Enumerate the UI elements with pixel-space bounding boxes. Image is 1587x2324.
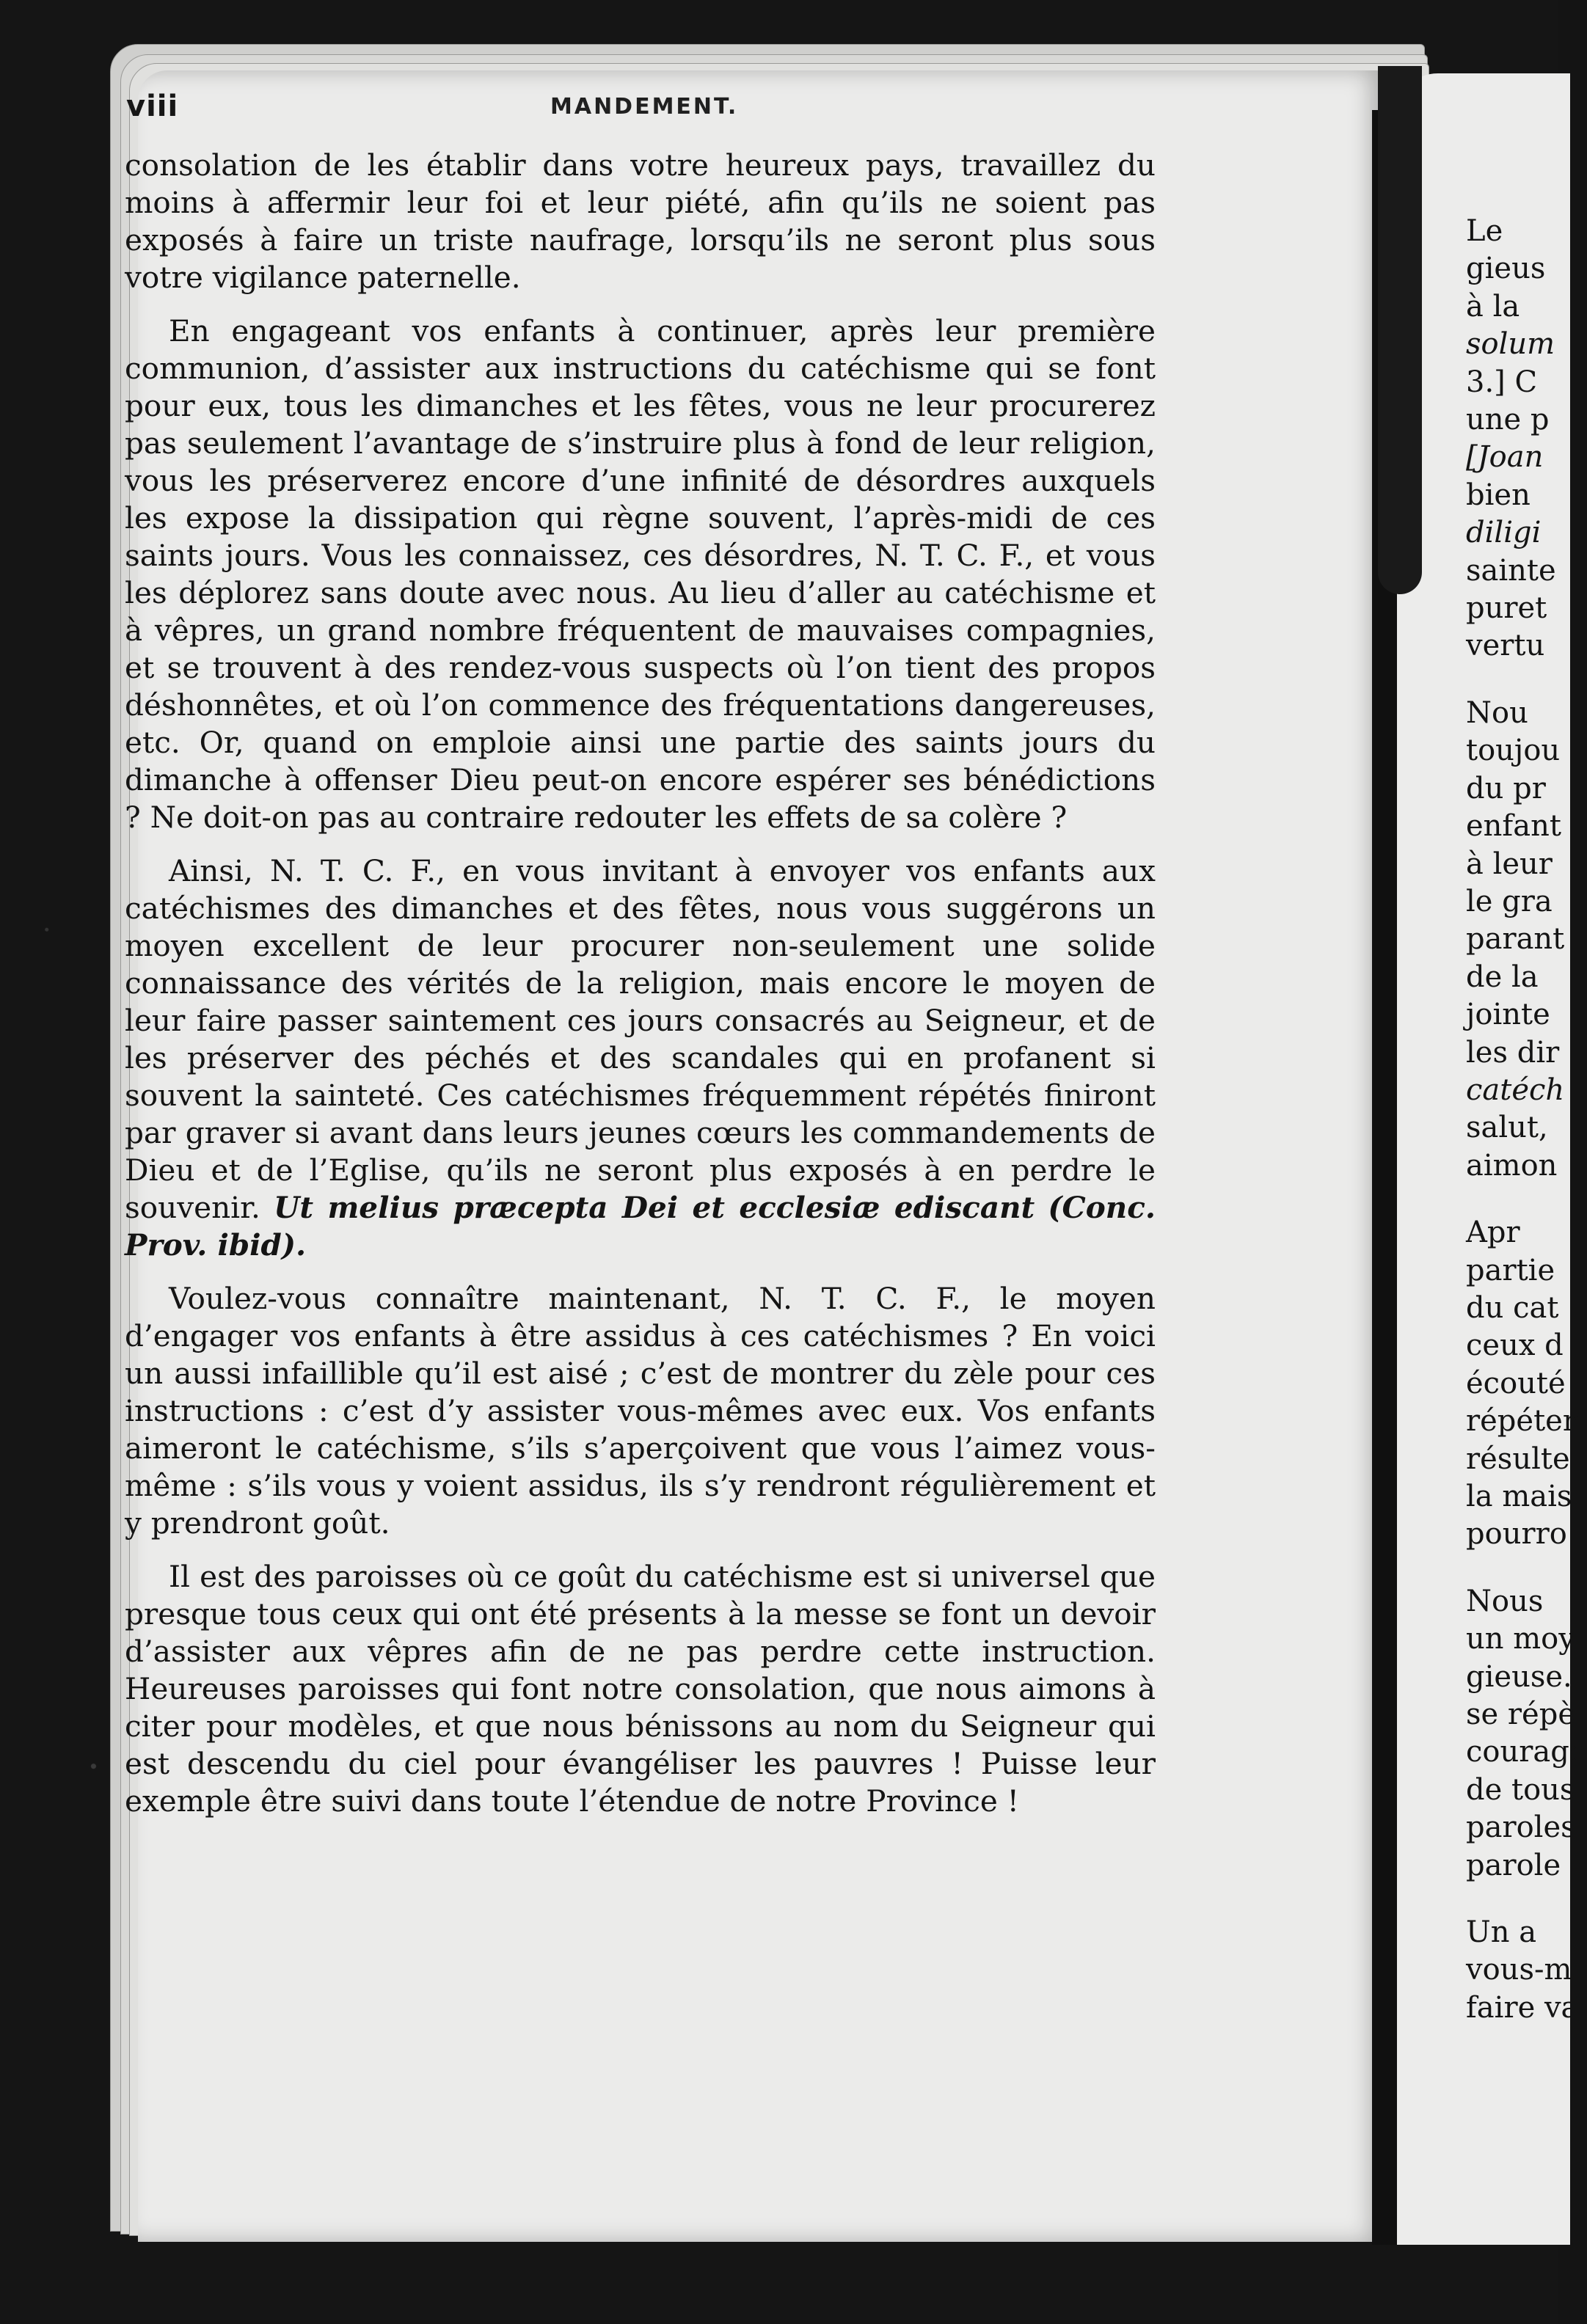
paragraph-gap [1466,665,1569,695]
running-head [0,89,1558,134]
facing-line: parant [1466,922,1565,957]
facing-line: courage [1466,1735,1587,1769]
facing-line: Le [1466,214,1503,248]
facing-line: solum [1466,327,1555,362]
facing-line: toujou [1466,734,1561,768]
facing-line: enfant [1466,809,1561,844]
facing-line: du pr [1466,771,1546,805]
paragraph [125,1280,1156,1542]
facing-line: à la [1466,289,1520,324]
facing-line: puret [1466,591,1547,626]
paragraph-text: consolation de les établir dans votre heureux pays, travaillez du moins à affermir leur foi et leur piété, afin qu’ils ne soient pas exposés à faire un triste naufrage, lorsqu’ils ne seront plus sous votre vigilance paternelle. [125,147,1156,295]
page-number: viii [126,89,179,123]
facing-line: diligi [1466,516,1542,550]
facing-line: résulte [1466,1441,1570,1476]
body-text [125,147,1156,1836]
facing-line: faire va [1466,1990,1579,2025]
facing-line: le gra [1466,884,1553,918]
paragraph [125,1558,1156,1820]
facing-line: Un a [1466,1915,1537,1950]
facing-line: 3.] C [1466,365,1538,399]
facing-line: Nous [1466,1584,1544,1618]
facing-page-text [1466,213,1587,2027]
facing-line: [Joan [1466,440,1544,475]
facing-line: bien [1466,478,1531,512]
facing-line: sainte [1466,553,1556,588]
facing-line: répéten [1466,1404,1582,1439]
facing-line: parole [1466,1848,1561,1882]
citation: (Conc. Prov. ibid). [125,1190,1156,1263]
paragraph [125,147,1156,296]
torn-corner [1378,66,1422,594]
paragraph-gap [1466,1885,1569,1914]
paragraph-text: En engageant vos enfants à continuer, après leur première communion, d’assister aux instructions du catéchisme qui se font pour eux, tous les dimanches et les fêtes, vous ne leur procurerez pas seulement l’avantage de s’instruire plus à fond de leur religion, vous les préserverez encore d’une infinité de désordres auxquels les expose la dissipation qui règne souvent, l’après-midi de ces saints jours. Vous les connaissez, ces désordres, N. T. C. F., et vous les déplorez sans doute avec nous. Au lieu d’aller au catéchisme et à vêpres, un grand nombre fréquentent de mauvaises compagnies, et se trouvent à des rendez-vous suspects où l’on tient des propos déshonnêtes, et où l’on commence des fréquentations dangereuses, etc. Or, quand on emploie ainsi une partie des saints jours du dimanche à offenser Dieu peut-on encore espérer ses bénédictions ? Ne doit-on pas au contraire redouter les effets de sa colère ? [125,313,1156,835]
facing-line: la mais [1466,1480,1572,1513]
facing-line: du cat [1466,1290,1559,1325]
facing-line: gieuse. [1466,1659,1572,1694]
paragraph-text: Voulez-vous connaître maintenant, N. T. C. F., le moyen d’engager vos enfants à être assidus à ces catéchismes ? En voici un aussi infaillible qu’il est aisé ; c’est de montrer du zèle pour ces instructions : c’est d’y assister vous-mêmes avec eux. Vos enfants aimeront le catéchisme, s’ils s’aperçoivent que vous l’aimez vous-même : s’ils vous y voient assidus, ils s’y rendront régulièrement et y prendront goût. [125,1281,1156,1541]
paragraph [125,313,1156,836]
facing-line: de tous [1466,1772,1575,1807]
facing-line: jointe [1466,998,1550,1032]
facing-line: se répè [1466,1698,1575,1732]
paragraph [125,852,1156,1264]
paragraph-text: Ainsi, N. T. C. F., en vous invitant à envoyer vos enfants aux catéchismes des dimanches et des fêtes, nous vous suggérons un moyen excellent de leur procurer non-seulement une solide connaissance des vérités de la religion, mais encore le moyen de leur faire passer saintement ces jours consacrés au Seigneur, et de les préserver des péchés et des scandales qui en profanent si souvent la sainteté. Ces catéchismes fréquemment répétés finiront par graver si avant dans leurs jeunes cœurs les commandements de Dieu et de l’Eglise, qu’ils ne seront plus exposés à en perdre le souvenir. [125,853,1156,1225]
running-title: MANDEMENT. [550,94,739,120]
facing-line: partie [1466,1253,1555,1287]
facing-line: les dir [1466,1035,1560,1070]
facing-line: une p [1466,403,1550,437]
facing-line: salut, [1466,1111,1548,1145]
facing-line: pourro [1466,1517,1567,1552]
facing-line: à leur [1466,847,1553,881]
facing-line: vertu [1466,629,1545,663]
facing-line: aimon [1466,1148,1558,1183]
facing-line: écouté [1466,1366,1566,1400]
facing-line: gieus [1466,252,1546,286]
latin-quotation: Ut melius præcepta Dei et ecclesiæ ediscant [274,1190,1035,1225]
facing-line: paroles [1466,1810,1576,1845]
facing-line: catéch [1466,1073,1565,1107]
paragraph-gap [1466,1185,1569,1214]
facing-line: ceux d [1466,1329,1564,1363]
facing-line: vous-m [1466,1953,1572,1987]
facing-line: de la [1466,960,1539,994]
facing-line: un moy [1466,1622,1575,1656]
paragraph-gap [1466,1554,1569,1583]
paragraph-text: Il est des paroisses où ce goût du catéchisme est si universel que presque tous ceux qui ont été présents à la messe se font un devoir d’assister aux vêpres afin de ne pas perdre cette instruction. Heureuses paroisses qui font notre consolation, que nous aimons à citer pour modèles, et que nous bénissons au nom du Seigneur qui est descendu du ciel pour évangéliser les pauvres ! Puisse leur exemple être suivi dans toute l’étendue de notre Province ! [125,1559,1156,1819]
facing-line: Apr [1466,1216,1520,1250]
facing-line: Nou [1466,695,1528,730]
